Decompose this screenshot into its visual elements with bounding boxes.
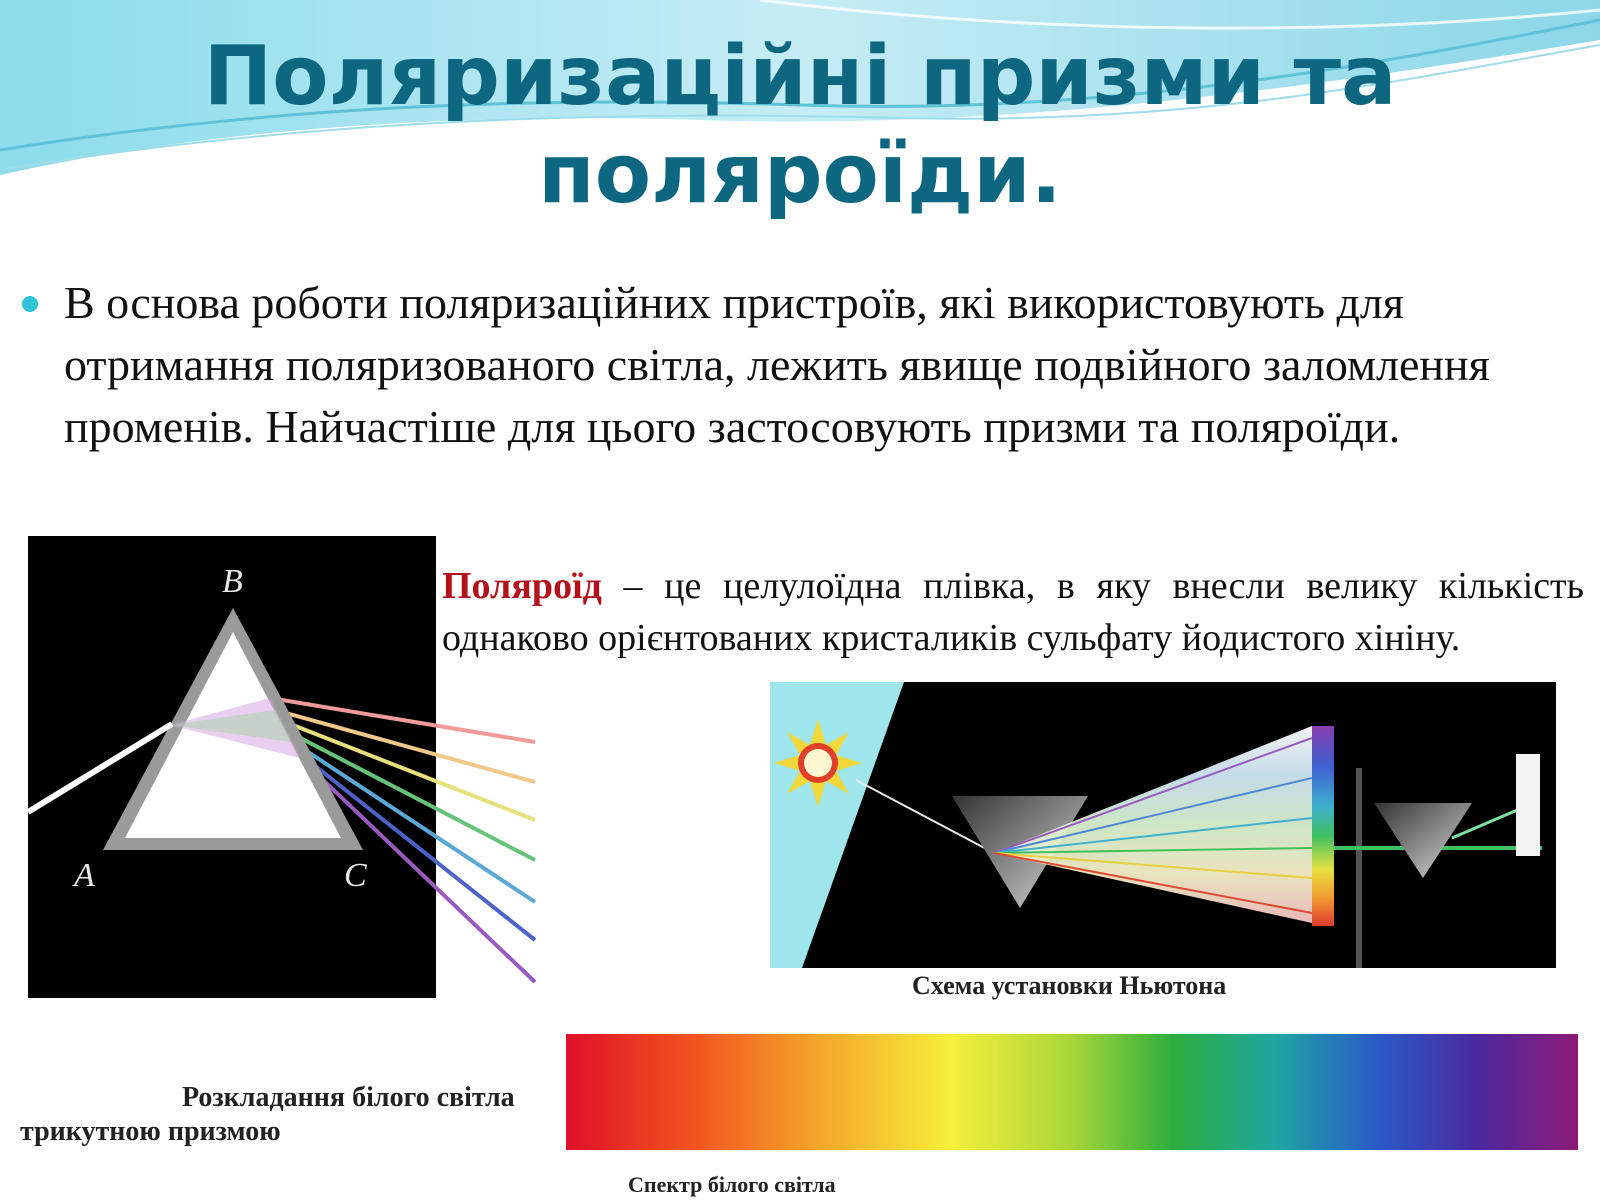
definition-text: – це целулоїдна плівка, в яку внесли велику кількість однаково орієнтованих кристаликів сульфату йодистого хініну.	[442, 565, 1584, 659]
definition-term: Поляроїд	[442, 565, 602, 607]
newton-setup-figure	[752, 668, 1600, 1030]
bullet-dot-icon	[22, 296, 38, 312]
vertex-c-label: C	[344, 857, 367, 894]
spectrum-caption: Спектр білого світла	[628, 1172, 836, 1197]
polaroid-definition	[442, 560, 1584, 664]
spectrum-figure	[566, 1034, 1600, 1200]
vertex-b-label: B	[222, 563, 243, 600]
vertex-a-label: A	[74, 857, 95, 894]
newton-caption: Схема установки Ньютона	[912, 971, 1227, 1000]
prism-caption-line1: Розкладання білого світла	[182, 1082, 515, 1113]
slide-title: Поляризаційні призми та поляроїди.	[203, 29, 1397, 223]
prism-caption-line2: трикутною призмою	[20, 1116, 281, 1147]
bullet-text: В основа роботи поляризаційних пристроїв, які використовують для отримання поляризованого світла, лежить явище подвійного заломлення променів. Найчастіше для цього застосовують призми та поляроїди.	[64, 277, 1490, 452]
sun-icon	[774, 719, 862, 807]
spectrum-bar	[566, 1034, 1578, 1150]
